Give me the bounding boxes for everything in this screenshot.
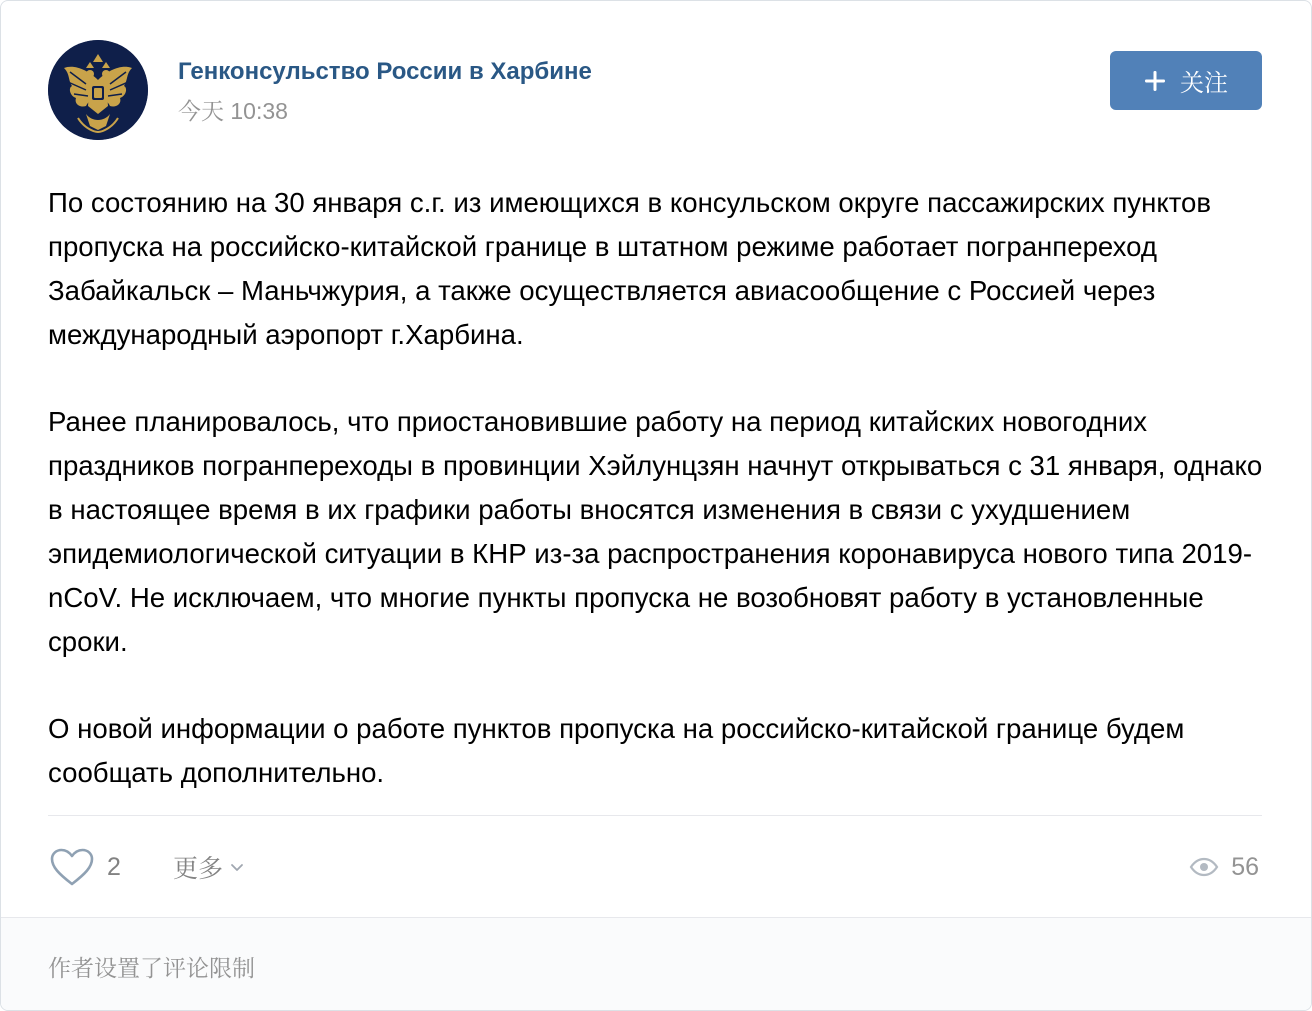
post-text xyxy=(48,181,1273,838)
plus-icon xyxy=(1144,70,1166,92)
view-count: 56 xyxy=(1231,852,1259,881)
actions-divider xyxy=(48,815,1262,816)
like-button[interactable] xyxy=(49,846,121,888)
russian-coat-of-arms-icon xyxy=(48,40,148,140)
more-button[interactable] xyxy=(173,849,245,885)
post-timestamp[interactable]: 今天 10:38 xyxy=(178,98,288,124)
eye-icon xyxy=(1189,857,1219,877)
post-paragraph: О новой информации о работе пунктов пропуска на российско-китайской границе будем сообщать дополнительно. xyxy=(48,713,1185,788)
author-avatar[interactable] xyxy=(48,40,148,140)
post-paragraph: Ранее планировалось, что приостановившие работу на период китайских новогодних праздников погранпереходы в провинции Хэйлунцзян начнут открываться с 31 января, однако в настоящее время в их графики работы вносятся изменения в связи с ухудшением эпидемиологической ситуации в КНР из-за распространения коронавируса нового типа 2019-nCoV. Не исключаем, что многие пункты пропуска не возобновят работу в установленные сроки. xyxy=(48,406,1263,657)
follow-label: 关注 xyxy=(1180,70,1228,97)
post-paragraph: По состоянию на 30 января с.г. из имеющихся в консульском округе пассажирских пунктов пропуска на российско-китайской границе в штатном режиме работает погранпереход Забайкальск – Маньчжурия, а также осуществляется авиасообщение с Россией через международный аэропорт г.Харбина. xyxy=(48,187,1212,350)
more-label: 更多 xyxy=(173,855,224,883)
comments-footer xyxy=(1,917,1311,1011)
like-count: 2 xyxy=(107,852,121,881)
heart-icon xyxy=(49,847,95,887)
chevron-down-icon xyxy=(229,861,245,873)
view-counter xyxy=(1189,849,1259,885)
author-name-link[interactable]: Генконсульство России в Харбине xyxy=(178,58,592,85)
follow-button[interactable] xyxy=(1110,51,1262,110)
comment-restriction-notice: 作者设置了评论限制 xyxy=(48,955,255,981)
